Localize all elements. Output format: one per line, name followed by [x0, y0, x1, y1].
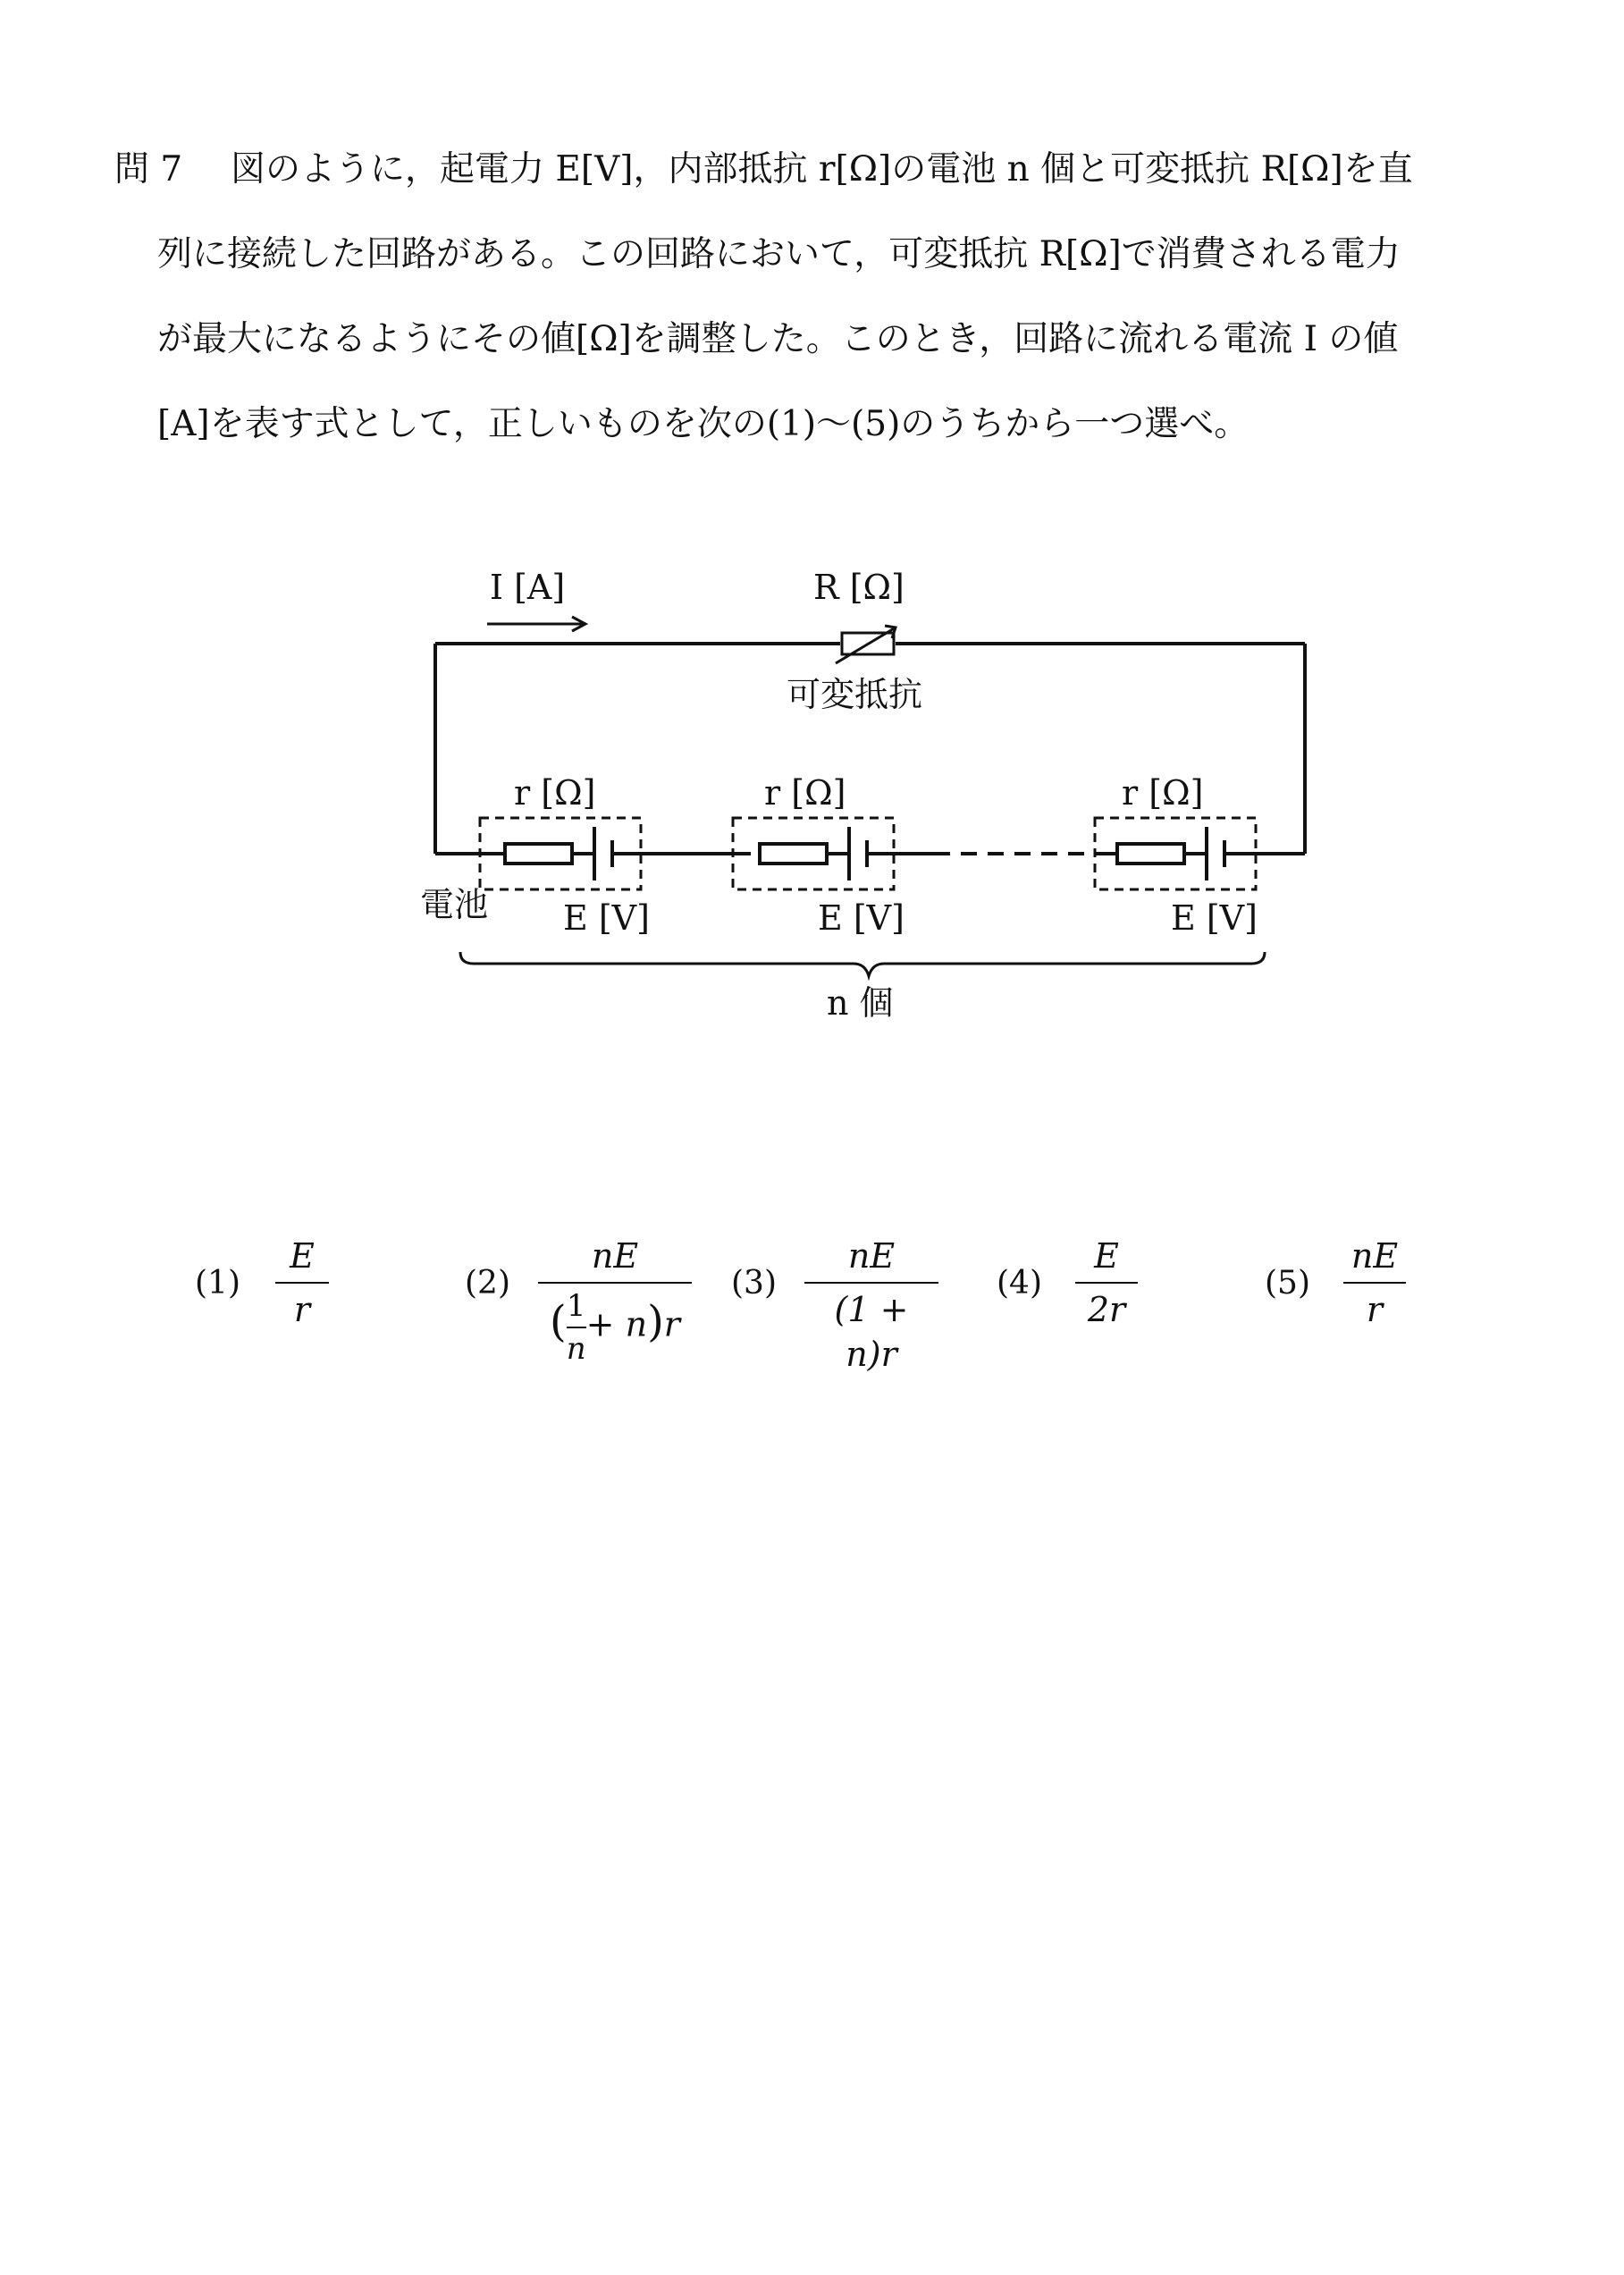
- current-label: I [A]: [490, 568, 566, 607]
- choice-number: (2): [465, 1265, 510, 1302]
- choice-number: (3): [731, 1265, 777, 1302]
- n-brace: [460, 952, 1265, 976]
- emf-label-1: E [V]: [563, 898, 650, 938]
- choice-number: (1): [195, 1265, 240, 1302]
- choice-fraction: E 2r: [1075, 1234, 1138, 1332]
- battery-n: [1095, 818, 1256, 889]
- load-caption: 可変抵抗: [787, 675, 923, 714]
- choice-fraction: nE r: [1343, 1234, 1406, 1332]
- load-label: R [Ω]: [813, 568, 905, 607]
- question-line-4: [A]を表す式として，正しいものを次の(1)～(5)のうちから一つ選べ。: [157, 404, 1250, 444]
- answer-choices: [0, 1207, 1624, 1439]
- choice-fraction: E r: [275, 1234, 329, 1332]
- battery-1: [480, 818, 644, 889]
- emf-label-2: E [V]: [818, 898, 905, 938]
- emf-label-n: E [V]: [1171, 898, 1258, 938]
- choice-number: (4): [997, 1265, 1042, 1302]
- internal-r-label-n: r [Ω]: [1122, 773, 1204, 813]
- battery-caption: 電池: [420, 885, 489, 924]
- question-number: 問 7: [114, 149, 183, 190]
- choice-number: (5): [1265, 1265, 1310, 1302]
- count-label: n 個: [827, 983, 894, 1023]
- choice-fraction: nE $(\frac{1}{n}+ n)r$: [538, 1234, 692, 1368]
- internal-r-label-2: r [Ω]: [764, 773, 846, 813]
- question-line-2: 列に接続した回路がある。この回路において，可変抵抗 R[Ω]で消費される電力: [157, 234, 1401, 274]
- battery-2: [733, 818, 898, 889]
- choice-fraction: nE (1 + n)r: [804, 1234, 938, 1377]
- question-line-1: 問 7 図のように，起電力 E[V]，内部抵抗 r[Ω]の電池 n 個と可変抵抗 R[Ω]を直: [114, 127, 1527, 212]
- circuit-diagram: [0, 0, 1624, 1117]
- question-line-3: が最大になるようにその値[Ω]を調整した。このとき，回路に流れる電流 I の値: [157, 319, 1399, 359]
- internal-r-label-1: r [Ω]: [514, 773, 596, 813]
